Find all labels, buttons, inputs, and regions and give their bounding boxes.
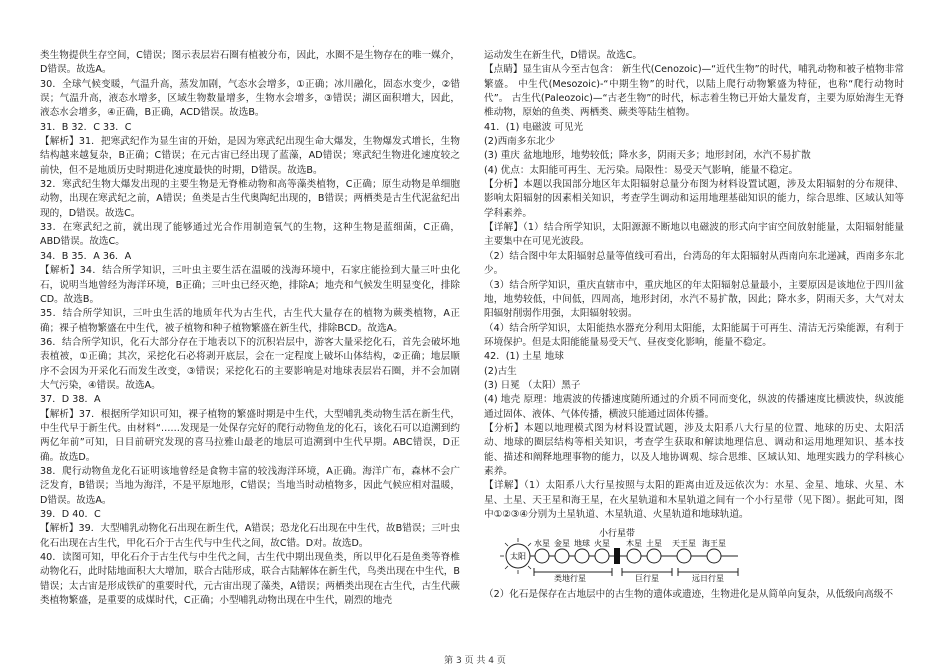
paragraph: 40．读图可知，甲化石介于古生代与中生代之间，古生代中期出现鱼类，所以甲化石是鱼类等脊椎动物化石，此时陆地面积大大增加，联合古陆形成，联合古陆解体在新生代，鸟类出现在中生代，B错误；太古宙是形成铁矿的重要时代，元古宙出现了藻类，A错误；两栖类出现在古生代，古生代蕨类植物繁盛，是重要的成煤时代，C正确；小型哺乳动物出现在中生代，剧烈的地壳 (40, 552, 460, 607)
paragraph: （4）结合所学知识，太阳能热水器充分利用太阳能，太阳能属于可再生、清洁无污染能源，有利于环境保护。但是太阳能能量易受天气、昼夜变化影响，能量不稳定。 (484, 322, 904, 348)
planet-orbit-circle (575, 549, 589, 563)
asteroid-belt-label: 小行星带 (598, 529, 636, 540)
paragraph: 35．结合所学知识，三叶虫生活的地质年代为古生代，古生代大量存在的植物为蕨类植物，A正确；裸子植物繁盛在中生代，被子植物和种子植物繁盛在新生代，排除BCD。故选A。 (40, 308, 460, 334)
paragraph: 类生物提供生存空间，C错误；图示表层岩石圈有植被分布，因此，水圈不是生物存在的唯一媒介，D错误。故选A。 (40, 50, 460, 76)
right-column (484, 49, 904, 603)
planet-orbit-circle (627, 549, 641, 563)
paragraph: 37．D 38．A (40, 394, 101, 406)
planet-label: 地球 (574, 539, 590, 549)
paragraph: 【详解】（1）结合所学知识，太阳源源不断地以电磁波的形式向宇宙空间放射能量，太阳辐射能量主要集中在可见光波段。 (484, 222, 904, 248)
planet-orbit-circle (595, 549, 609, 563)
planet-label: 火星 (594, 539, 610, 549)
group-terrestrial-label: 类地行星 (554, 574, 586, 584)
paragraph: 【解析】37．根据所学知识可知，裸子植物的繁盛时期是中生代，大型哺乳类动物生活在新生代，中生代早于新生代。由材料“……发现是一处保存完好的爬行动物鱼龙的化石，该化石可以追溯到约两亿年前”可知，日目前研究发现的喜马拉雅山最老的地层可追溯到中生代早期。ABC错误，D正确。故选D。 (40, 408, 460, 463)
paragraph: (4) 优点：太阳能可再生、无污染。局限性：易受天气影响，能量不稳定。 (484, 164, 799, 176)
paragraph: 30．全球气候变暖，气温升高，蒸发加剧，气态水会增多，①正确；冰川融化，固态水变少，②错误；气温升高，液态水增多，区域生物数量增多，生物水会增多，③错误；湖区面积增大，因此，液态水会增多，④正确，B正确，ACD错误。故选B。 (40, 78, 460, 119)
planet-orbit-circle (647, 549, 661, 563)
paragraph: 【点睛】显生宙从今至古包含： 新生代(Cenozoic)—“近代生物”的时代，哺乳动物和被子植物非常繁盛。 中生代(Mesozoic)-“中期生物”的时代，以陆上爬行动物繁盛为特征，也称“爬行动物时代”。 古生代(Paleozoic)—“古老生物”的时代，标志着生物已开始大量发育，主要为原始海生无脊椎动物，原始的鱼类、两栖类、蕨类等陆生植物。 (484, 64, 904, 119)
planet-label: 土星 (646, 539, 662, 549)
paragraph: 【分析】本题以地理模式图为材料设置试题，涉及太阳系八大行星的位置、地球的历史、太阳活动、地球的圈层结构等相关知识，考查学生获取和解读地理信息、调动和运用地理知识、基本技能、描述和阐释地理事物的能力，以及人地协调观、综合思维、区域认知、地理实践力的学科核心素养。 (484, 422, 904, 477)
paragraph: （3）结合所学知识，重庆直辖市中，重庆地区的年太阳辐射总量最小，主要原因是该地位于四川盆地，地势较低，中间低，四周高，地形封闭，水汽不易扩散，因此；降水多，阴雨天多，大气对太阳辐射削弱作用强，太阳辐射较弱。 (484, 279, 904, 320)
paragraph: (3) 重庆 盆地地形，地势较低；降水多，阴雨天多；地形封闭，水汽不易扩散 (484, 150, 811, 162)
paragraph: (2)西南多东北少 (484, 136, 556, 148)
group-far-label: 远日行星 (692, 574, 724, 584)
paragraph: 34．B 35．A 36．A (40, 250, 132, 262)
paragraph: (4) 地壳 原理：地震波的传播速度随所通过的介质不同而变化，纵波的传播速度比横波快，纵波能通过固体、液体、气体传播，横波只能通过固体传播。 (484, 394, 904, 420)
planet-label: 木星 (626, 539, 642, 549)
paragraph: 33．在寒武纪之前，就出现了能够通过光合作用制造氧气的生物，这种生物是蓝细菌，C正确，ABD错误。故选C。 (40, 222, 460, 248)
planet-label: 水星 (534, 539, 550, 549)
planet-orbit-circle (535, 549, 549, 563)
paragraph: 41．(1) 电磁波 可见光 (484, 121, 584, 133)
paragraph: 42．(1) 土星 地球 (484, 351, 564, 363)
paragraph: 【分析】本题以我国部分地区年太阳辐射总量分布图为材料设置试题，涉及太阳辐射的分布规律、影响太阳辐射的因素相关知识，考查学生调动和运用地理基础知识的能力，综合思维、区域认知等学科素养。 (484, 179, 904, 219)
solar-system-diagram (494, 526, 894, 584)
paragraph: 36．结合所学知识，化石大部分存在于地表以下的沉积岩层中，游客大量采挖化石，首先会破坏地表植被，①正确；其次，采挖化石必将剥开底层，会在一定程度上破坏山体结构，②正确；地层顺序不会因为开采化石而发生改变，③错误；采挖化石的主要影响是对地球表层岩石圈，并不会加剧大气污染，④错误。故选A。 (40, 336, 460, 391)
planet-orbit-circle (555, 549, 569, 563)
paragraph: (3) 日冕 （太阳）黑子 (484, 379, 581, 391)
asteroid-belt-bar (614, 548, 620, 564)
planet-label: 海王星 (702, 539, 726, 549)
planet-orbit-circle (677, 549, 691, 563)
paragraph: 32．寒武纪生物大爆发出现的主要生物是无脊椎动物和高等藻类植物，C正确；原生动物是单细胞动物，出现在寒武纪之前，A错误；鱼类是古生代奥陶纪出现的，B错误；两栖类是古生代泥盆纪出现的，D错误。故选C。 (40, 179, 460, 219)
paragraph: 【详解】（1）太阳系八大行星按照与太阳的距离由近及远依次为：水星、金星、地球、火星、木星、土星、天王星和海王星，在火星轨道和木星轨道之间有一个小行星带（见下图）。据此可知，图中①②③④分别为土星轨道、木星轨道、火星轨道和地球轨道。 (484, 480, 904, 520)
page-footer: 第 3 页 共 4 页 (444, 656, 506, 666)
planet-label: 金星 (554, 539, 570, 549)
paragraph: 【解析】34．结合所学知识，三叶虫主要生活在温暖的浅海环境中，石家庄能捡到大量三叶虫化石，说明当地曾经为海洋环境，B正确；三叶虫已经灭绝，排除A；地壳和气候发生明显变化，排除CD。故选B。 (40, 265, 460, 305)
header-mark: . (372, 40, 375, 50)
paragraph: (2)古生 (484, 365, 517, 377)
planet-label: 天王星 (672, 539, 696, 549)
paragraph: 【解析】31．把寒武纪作为显生宙的开始，是因为寒武纪出现生命大爆发，生物爆发式增长，生物结构越来越复杂，B正确；C错误；在元古宙已经出现了蓝藻，AD错误；寒武纪生物进化速度较之前快，但不是地质历史时期进化速度最快的时期，D错误。故选B。 (40, 136, 460, 176)
right-column-text-top (484, 49, 904, 522)
planet-orbit-circle (707, 549, 721, 563)
paragraph: 运动发生在新生代，D错误。故选C。 (484, 50, 642, 61)
right-column-text-bottom (484, 588, 904, 602)
paragraph: （2）结合图中年太阳辐射总量等值线可看出，台湾岛的年太阳辐射从西南向东北递减，西南多东北少。 (484, 250, 904, 277)
group-giant-label: 巨行星 (635, 574, 659, 584)
left-column (40, 49, 460, 608)
paragraph: 39．D 40．C (40, 509, 101, 520)
paragraph: 31．B 32．C 33．C (40, 121, 132, 133)
paragraph: （2）化石是保存在古地层中的古生物的遗体或遗迹，生物进化是从简单向复杂，从低级向高级不 (484, 589, 894, 601)
sun-label: 太阳 (510, 552, 526, 562)
paragraph: 【解析】39．大型哺乳动物化石出现在新生代，A错误；恐龙化石出现在中生代，故B错误；三叶虫化石出现在古生代，甲化石介于古生代与中生代之间，故C错。D对。故选D。 (40, 523, 460, 549)
paragraph: 38．爬行动物鱼龙化石证明该地曾经是食物丰富的较浅海洋环境，A正确。海洋广布，森林不会广泛发育，B错误；当地为海洋，不是平原地形，C错误；当地当时动植物多，因此气候应相对温暖，D错误。故选A。 (40, 465, 460, 506)
